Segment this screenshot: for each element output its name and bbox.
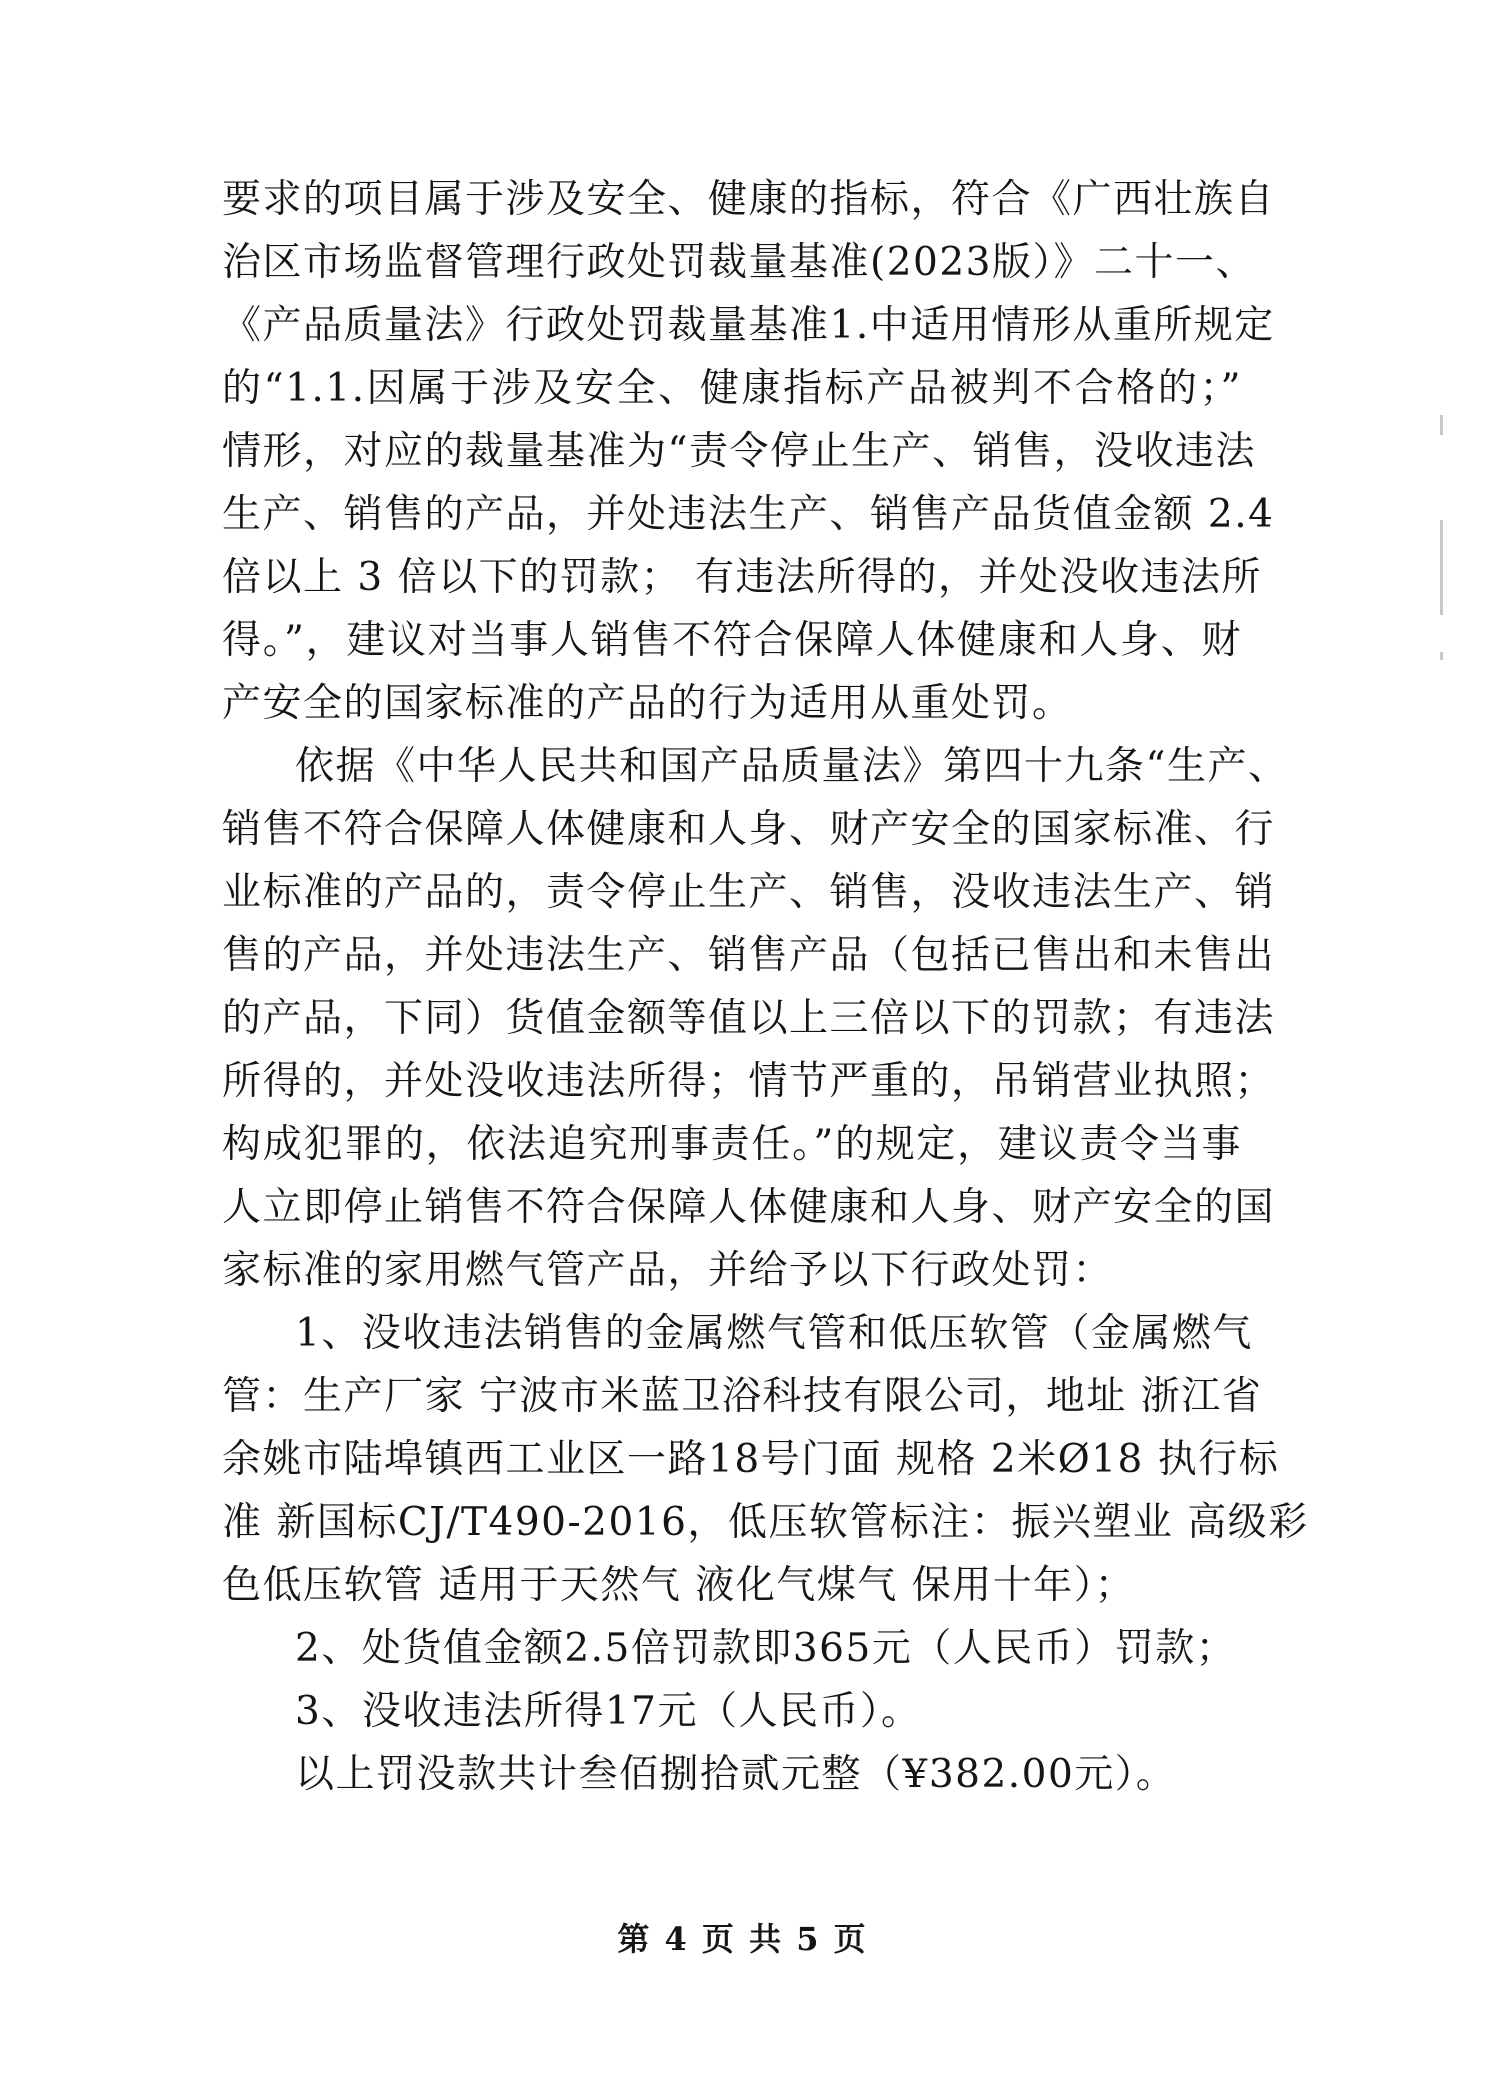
text-line: 倍以上 3 倍以下的罚款； 有违法所得的，并处没收违法所 (222, 555, 1263, 600)
text-line: 得。”，建议对当事人销售不符合保障人体健康和人身、财 (222, 618, 1242, 663)
text-line: 人立即停止销售不符合保障人体健康和人身、财产安全的国 (222, 1185, 1276, 1230)
text-line: 要求的项目属于涉及安全、健康的指标，符合《广西壮族自 (222, 177, 1276, 222)
text-line: 情形，对应的裁量基准为“责令停止生产、销售，没收违法 (222, 429, 1256, 474)
text-line: 准 新国标CJ/T490-2016，低压软管标注：振兴塑业 高级彩 (222, 1500, 1309, 1545)
scan-artifact (1440, 652, 1443, 660)
text-line: 依据《中华人民共和国产品质量法》第四十九条“生产、 (295, 744, 1289, 789)
text-line: 的“1.1.因属于涉及安全、健康指标产品被判不合格的；” (222, 366, 1242, 411)
text-line: 余姚市陆埠镇西工业区一路18号门面 规格 2米Ø18 执行标 (222, 1437, 1280, 1482)
scan-artifact (1440, 415, 1443, 435)
text-line: 售的产品，并处违法生产、销售产品（包括已售出和未售出 (222, 933, 1276, 978)
text-line: 色低压软管 适用于天然气 液化气煤气 保用十年）； (222, 1563, 1136, 1608)
text-line: 《产品质量法》行政处罚裁量基准1.中适用情形从重所规定 (222, 303, 1275, 348)
text-line: 所得的，并处没收违法所得；情节严重的，吊销营业执照； (222, 1059, 1276, 1104)
text-line: 生产、销售的产品，并处违法生产、销售产品货值金额 2.4 (222, 492, 1275, 537)
penalty-total: 以上罚没款共计叁佰捌拾贰元整（¥382.00元）。 (295, 1752, 1177, 1797)
page-number-footer: 第 4 页 共 5 页 (617, 1920, 868, 1958)
penalty-item-3: 3、没收违法所得17元（人民币）。 (295, 1689, 922, 1734)
penalty-item-1: 1、没收违法销售的金属燃气管和低压软管（金属燃气 (295, 1311, 1253, 1356)
text-line: 治区市场监督管理行政处罚裁量基准(2023版）》二十一、 (222, 240, 1256, 285)
text-line: 家标准的家用燃气管产品，并给予以下行政处罚： (222, 1248, 1114, 1293)
text-line: 销售不符合保障人体健康和人身、财产安全的国家标准、行 (222, 807, 1276, 852)
penalty-item-2: 2、处货值金额2.5倍罚款即365元（人民币）罚款； (295, 1626, 1237, 1671)
text-line: 构成犯罪的，依法追究刑事责任。”的规定，建议责令当事 (222, 1122, 1242, 1167)
text-line: 业标准的产品的，责令停止生产、销售，没收违法生产、销 (222, 870, 1276, 915)
text-line: 产安全的国家标准的产品的行为适用从重处罚。 (222, 681, 1073, 726)
text-line: 管：生产厂家 宁波市米蓝卫浴科技有限公司，地址 浙江省 (222, 1374, 1263, 1419)
text-line: 的产品，下同）货值金额等值以上三倍以下的罚款；有违法 (222, 996, 1276, 1041)
document-body (222, 168, 1309, 1806)
scan-artifact (1440, 520, 1443, 615)
